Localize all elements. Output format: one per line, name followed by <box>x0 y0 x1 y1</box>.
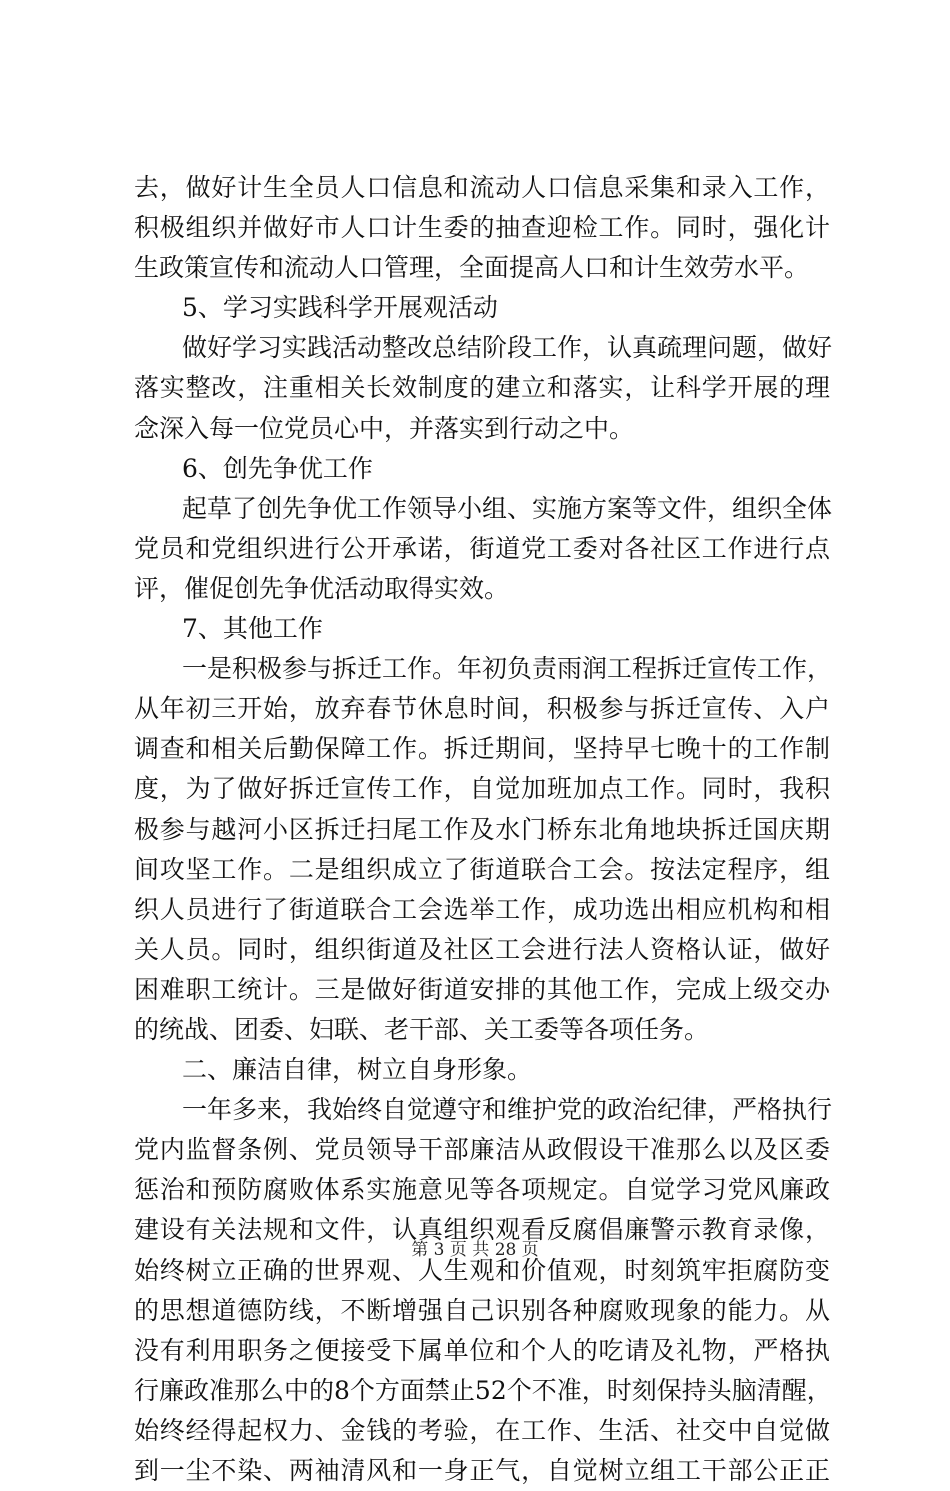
text-line: 7、其他工作 <box>182 614 323 644</box>
text-line: 极参与越河小区拆迁扫尾工作及水门桥东北角地块拆迁国庆期 <box>134 814 830 844</box>
text-line: 织人员进行了街道联合工会选举工作，成功选出相应机构和相 <box>134 894 830 924</box>
text-line: 始终树立正确的世界观、人生观和价值观，时刻筑牢拒腐防变 <box>134 1255 830 1285</box>
text-line: 一年多来，我始终自觉遵守和维护党的政治纪律，严格执行 <box>182 1095 833 1125</box>
text-line: 的思想道德防线，不断增强自己识别各种腐败现象的能力。从 <box>134 1295 830 1325</box>
text-line: 困难职工统计。三是做好街道安排的其他工作，完成上级交办 <box>134 974 830 1004</box>
text-line: 做好学习实践活动整改总结阶段工作，认真疏理问题，做好 <box>182 333 833 363</box>
text-line: 间攻坚工作。二是组织成立了街道联合工会。按法定程序，组 <box>134 854 830 884</box>
text-line: 6、创先争优工作 <box>182 453 373 483</box>
page-footer: 第 3 页 共 28 页 <box>411 1240 539 1260</box>
text-line: 党内监督条例、党员领导干部廉洁从政假设干准那么以及区委 <box>134 1135 830 1165</box>
text-line: 5、学习实践科学开展观活动 <box>182 293 498 323</box>
text-line: 积极组织并做好市人口计生委的抽查迎检工作。同时，强化计 <box>134 213 830 243</box>
text-line: 调查和相关后勤保障工作。拆迁期间，坚持早七晚十的工作制 <box>134 734 830 764</box>
text-line: 二、廉洁自律，树立自身形象。 <box>182 1055 533 1085</box>
document-body <box>134 168 833 1491</box>
text-line: 从年初三开始，放弃春节休息时间，积极参与拆迁宣传、入户 <box>134 694 830 724</box>
text-line: 始终经得起权力、金钱的考验，在工作、生活、社交中自觉做 <box>134 1415 830 1445</box>
text-line: 没有利用职务之便接受下属单位和个人的吃请及礼物，严格执 <box>134 1335 830 1365</box>
text-line: 度，为了做好拆迁宣传工作，自觉加班加点工作。同时，我积 <box>134 774 830 804</box>
text-line: 关人员。同时，组织街道及社区工会进行法人资格认证，做好 <box>134 934 830 964</box>
text-line: 一是积极参与拆迁工作。年初负责雨润工程拆迁宣传工作， <box>182 654 833 684</box>
text-line: 惩治和预防腐败体系实施意见等各项规定。自觉学习党风廉政 <box>134 1175 830 1205</box>
text-line: 的统战、团委、妇联、老干部、关工委等各项任务。 <box>134 1014 710 1044</box>
text-line: 党员和党组织进行公开承诺，街道党工委对各社区工作进行点 <box>134 533 830 563</box>
text-line: 落实整改，注重相关长效制度的建立和落实，让科学开展的理 <box>134 373 830 403</box>
text-line: 起草了创先争优工作领导小组、实施方案等文件，组织全体 <box>182 493 833 523</box>
text-line: 建设有关法规和文件，认真组织观看反腐倡廉警示教育录像， <box>134 1215 830 1245</box>
text-line: 生政策宣传和流动人口管理，全面提高人口和计生效劳水平。 <box>134 253 810 283</box>
text-line: 念深入每一位党员心中，并落实到行动之中。 <box>134 413 635 443</box>
text-line: 到一尘不染、两袖清风和一身正气，自觉树立组工干部公正正 <box>134 1456 830 1485</box>
text-line: 评，催促创先争优活动取得实效。 <box>134 573 510 603</box>
text-line: 行廉政准那么中的8个方面禁止52个不准，时刻保持头脑清醒， <box>134 1375 832 1405</box>
text-line: 去，做好计生全员人口信息和流动人口信息采集和录入工作， <box>134 173 830 202</box>
